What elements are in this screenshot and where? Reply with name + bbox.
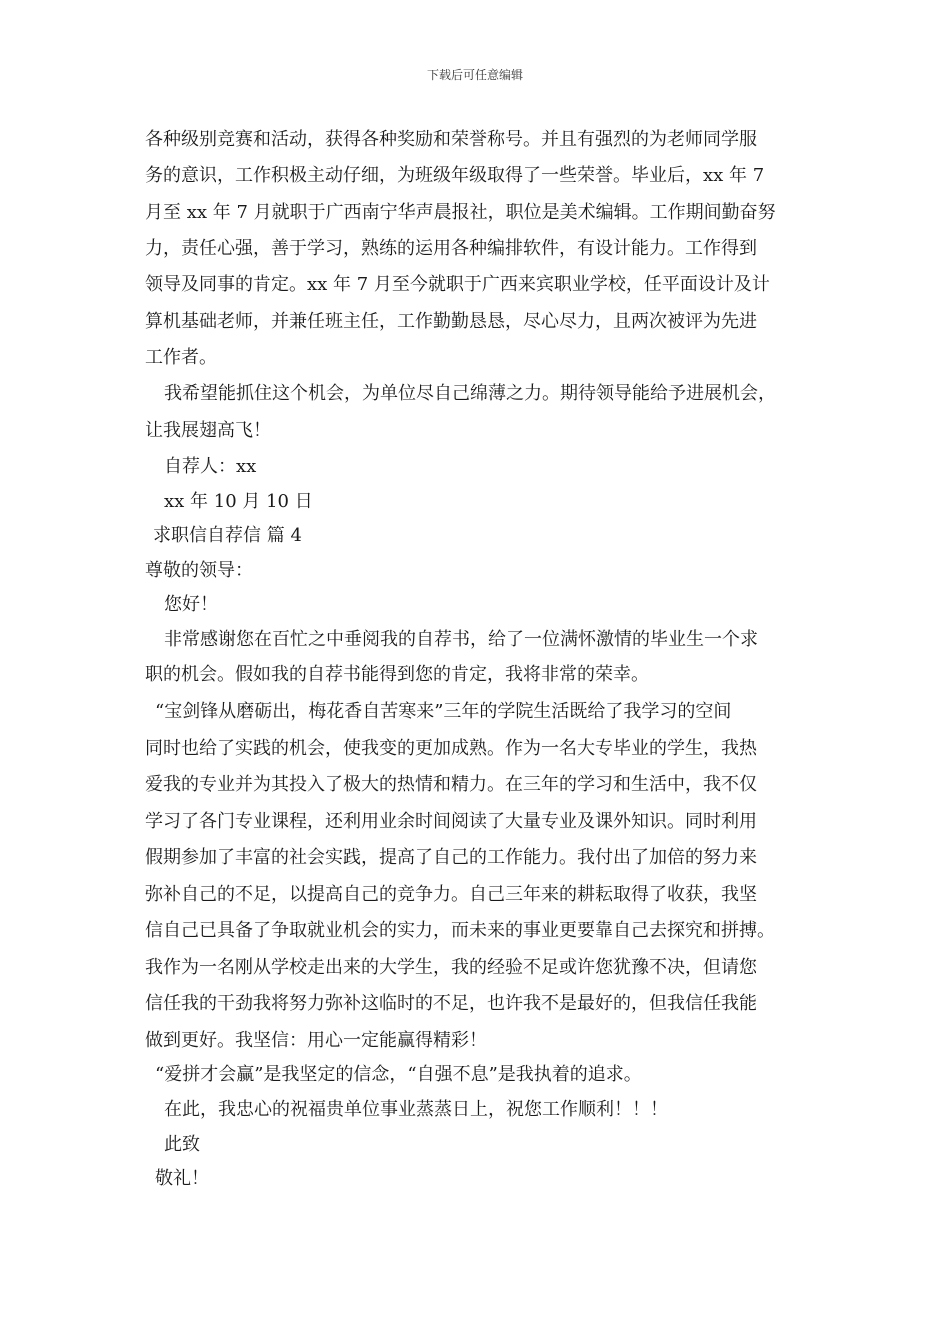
closing-salute: 敬礼！ — [155, 1168, 209, 1189]
greeting: 您好！ — [164, 594, 218, 615]
body-line: 学习了各门专业课程，还利用业余时间阅读了大量专业及课外知识。同时利用 — [145, 811, 757, 832]
salutation: 尊敬的领导： — [145, 560, 253, 581]
body-line: 工作者。 — [145, 347, 217, 368]
body-line: 算机基础老师，并兼任班主任，工作勤勤恳恳，尽心尽力，且两次被评为先进 — [145, 311, 757, 332]
page-header: 下载后可任意编辑 — [426, 68, 523, 82]
body-line: 领导及同事的肯定。xx 年 7 月至今就职于广西来宾职业学校，任平面设计及计 — [145, 274, 770, 295]
body-line: 信自己已具备了争取就业机会的实力，而未来的事业更要靠自己去探究和拼搏。 — [145, 920, 775, 941]
body-line: 爱我的专业并为其投入了极大的热情和精力。在三年的学习和生活中，我不仅 — [145, 774, 757, 795]
body-line: 在此，我忠心的祝福贵单位事业蒸蒸日上，祝您工作顺利！！！ — [164, 1099, 668, 1120]
body-line: 各种级别竞赛和活动，获得各种奖励和荣誉称号。并且有强烈的为老师同学服 — [145, 129, 757, 150]
body-line: 假期参加了丰富的社会实践，提高了自己的工作能力。我付出了加倍的努力来 — [145, 847, 757, 868]
body-line: 力，责任心强，善于学习，熟练的运用各种编排软件，有设计能力。工作得到 — [145, 238, 757, 259]
section-title: 求职信自荐信 篇 4 — [153, 525, 302, 546]
body-line: 做到更好。我坚信：用心一定能赢得精彩！ — [145, 1030, 487, 1051]
body-line: “爱拼才会赢”是我坚定的信念，“自强不息”是我执着的追求。 — [155, 1064, 642, 1085]
body-line: 我希望能抓住这个机会，为单位尽自己绵薄之力。期待领导能给予进展机会， — [164, 383, 776, 404]
date-line: xx 年 10 月 10 日 — [164, 491, 313, 512]
body-line: 弥补自己的不足，以提高自己的竞争力。自己三年来的耕耘取得了收获，我坚 — [145, 884, 757, 905]
body-line: 务的意识，工作积极主动仔细，为班级年级取得了一些荣誉。毕业后，xx 年 7 — [145, 165, 765, 186]
body-line: 同时也给了实践的机会，使我变的更加成熟。作为一名大专毕业的学生，我热 — [145, 738, 757, 759]
body-line: 非常感谢您在百忙之中垂阅我的自荐书，给了一位满怀激情的毕业生一个求 — [164, 629, 758, 650]
body-line: 让我展翅高飞！ — [145, 420, 271, 441]
closing-line: 此致 — [164, 1134, 200, 1155]
body-line: 信任我的干劲我将努力弥补这临时的不足，也许我不是最好的，但我信任我能 — [145, 993, 757, 1014]
body-line: 月至 xx 年 7 月就职于广西南宁华声晨报社，职位是美术编辑。工作期间勤奋努 — [145, 202, 776, 223]
signature-line: 自荐人：xx — [164, 456, 257, 477]
body-line: 职的机会。假如我的自荐书能得到您的肯定，我将非常的荣幸。 — [145, 664, 649, 685]
body-line: 我作为一名刚从学校走出来的大学生，我的经验不足或许您犹豫不决，但请您 — [145, 957, 757, 978]
body-line: “宝剑锋从磨砺出，梅花香自苦寒来”三年的学院生活既给了我学习的空间 — [155, 701, 732, 722]
